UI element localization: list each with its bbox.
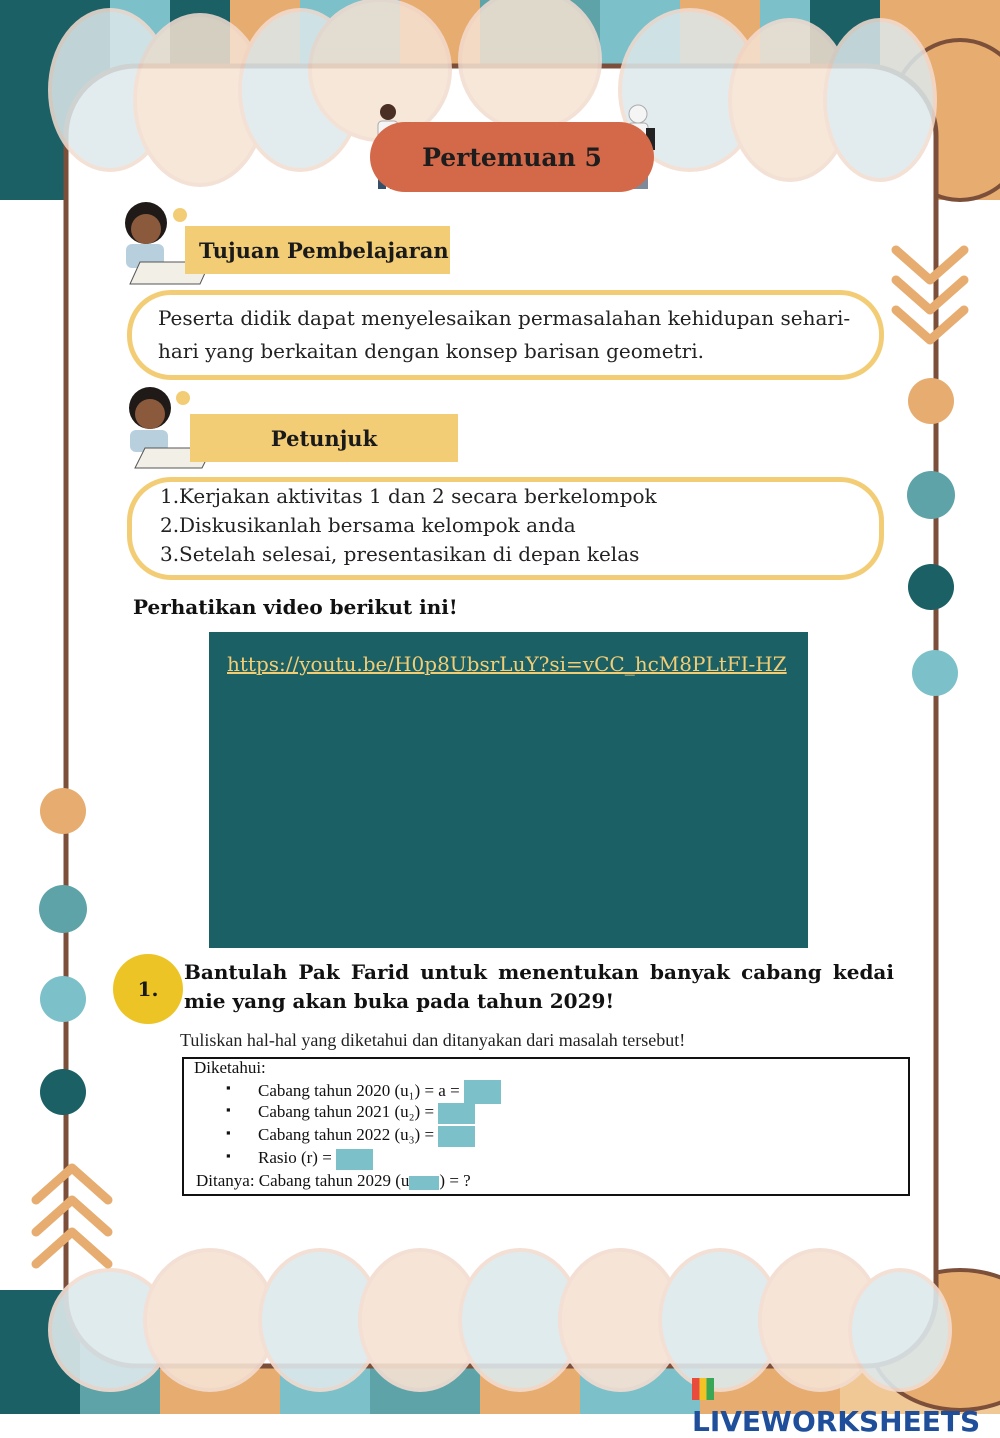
answer-table xyxy=(182,1057,910,1196)
row-symbol: (r) xyxy=(300,1148,318,1167)
activity-question: Bantulah Pak Farid untuk menentukan banyak cabang kedai mie yang akan buka pada tahun 2029! xyxy=(184,960,894,1013)
logo-icon xyxy=(692,1378,714,1400)
instruction-item xyxy=(160,540,657,569)
instruction-text: Diskusikanlah bersama kelompok anda xyxy=(179,513,576,537)
watermark-text: LIVEWORKSHEETS xyxy=(692,1405,981,1438)
video-embed[interactable] xyxy=(209,632,808,948)
instruction-number: 1. xyxy=(160,484,180,508)
instructions-heading: Petunjuk xyxy=(270,425,378,451)
activity-number: 1. xyxy=(137,977,159,1001)
activity-number-badge xyxy=(113,954,183,1024)
answer-input-u1[interactable] xyxy=(464,1080,501,1104)
asked-row xyxy=(196,1171,471,1191)
video-label: Perhatikan video berikut ini! xyxy=(133,595,458,619)
row-suffix: = xyxy=(424,1125,435,1144)
activity-instruction: Tuliskan hal-hal yang diketahui dan ditanyakan dari masalah tersebut! xyxy=(180,1030,686,1050)
answer-input-u2[interactable] xyxy=(438,1103,475,1124)
instruction-text: Kerjakan aktivitas 1 dan 2 secara berkelompok xyxy=(179,484,657,508)
asked-prefix: Ditanya: Cabang tahun 2029 (u xyxy=(196,1171,410,1190)
row-label: Cabang tahun 2022 xyxy=(258,1125,391,1144)
row-symbol: (u₃) xyxy=(394,1125,421,1144)
row-suffix: = xyxy=(424,1102,435,1121)
bullet-icon: ▪ xyxy=(226,1102,231,1117)
row-label: Rasio xyxy=(258,1148,297,1167)
row-suffix: = xyxy=(322,1148,332,1167)
bullet-icon: ▪ xyxy=(226,1080,231,1095)
asked-suffix: ) = ? xyxy=(439,1171,471,1190)
instruction-text: Setelah selesai, presentasikan di depan kelas xyxy=(179,542,640,566)
liveworksheets-logo xyxy=(692,1372,1000,1438)
row-label: Cabang tahun 2020 xyxy=(258,1080,391,1100)
answer-input-ratio[interactable] xyxy=(336,1149,373,1170)
instruction-item xyxy=(160,482,657,511)
instruction-number: 2. xyxy=(160,513,180,537)
answer-input-u3[interactable] xyxy=(438,1126,475,1147)
instructions-heading-banner xyxy=(190,414,458,462)
instruction-number: 3. xyxy=(160,542,180,566)
row-symbol: (u₁) xyxy=(394,1080,421,1100)
known-label: Diketahui: xyxy=(194,1058,266,1077)
bullet-icon: ▪ xyxy=(226,1148,231,1163)
row-symbol: (u₂) xyxy=(394,1102,421,1121)
row-label: Cabang tahun 2021 xyxy=(258,1102,391,1121)
row-suffix: = a = xyxy=(424,1080,460,1100)
objective-heading: Tujuan Pembelajaran xyxy=(199,237,449,263)
objective-text: Peserta didik dapat menyelesaikan permasalahan kehidupan sehari-hari yang berkaitan dengan konsep barisan geometri. xyxy=(158,306,851,363)
objective-heading-banner xyxy=(185,226,450,274)
answer-input-index[interactable] xyxy=(409,1176,439,1190)
instructions-list xyxy=(160,482,657,569)
bullet-icon: ▪ xyxy=(226,1125,231,1140)
video-link[interactable]: https://youtu.be/H0p8UbsrLuY?si=vCC_hcM8PLtFI-HZ xyxy=(227,652,787,676)
page-title: Pertemuan 5 xyxy=(370,122,654,192)
instruction-item xyxy=(160,511,657,540)
